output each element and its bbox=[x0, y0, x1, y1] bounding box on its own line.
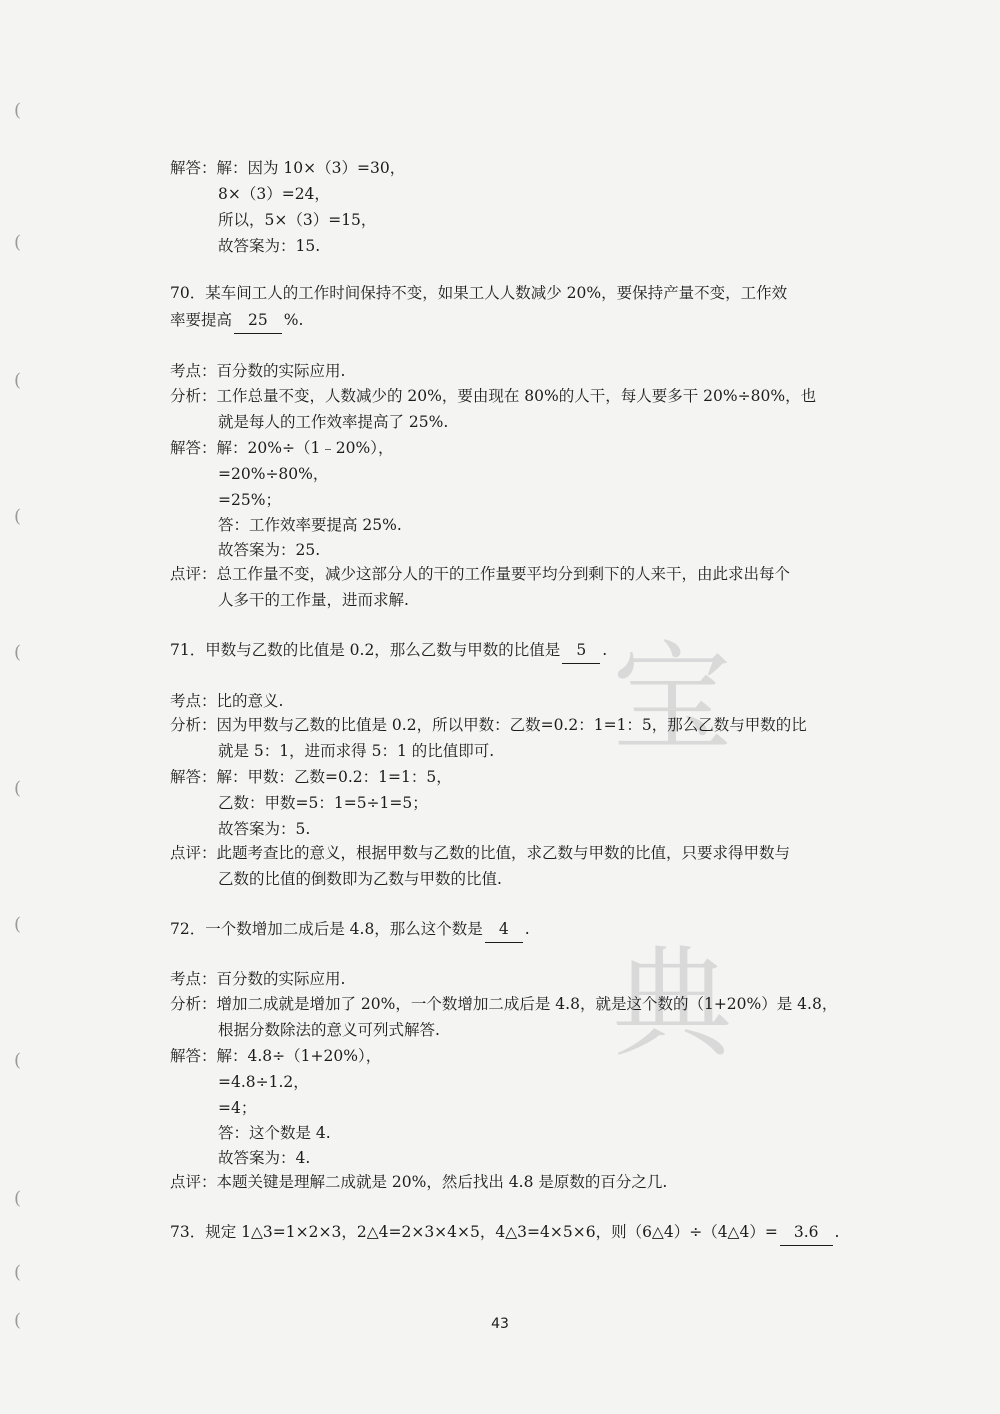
binding-hole: ( bbox=[14, 506, 22, 527]
binding-hole: ( bbox=[14, 1262, 22, 1283]
question-72 bbox=[170, 916, 530, 943]
answer-line: 故答案为：15. bbox=[218, 237, 321, 255]
question-text: . bbox=[834, 1223, 840, 1241]
question-text: 71．甲数与乙数的比值是 0.2，那么乙数与甲数的比值是 bbox=[170, 641, 561, 659]
question-text: . bbox=[524, 920, 530, 938]
question-text: 72．一个数增加二成后是 4.8，那么这个数是 bbox=[170, 920, 483, 938]
jieda: 故答案为：4. bbox=[218, 1149, 311, 1167]
fenxi: 分析：增加二成就是增加了 20%，一个数增加二成后是 4.8，就是这个数的（1+20%）是 4.8， bbox=[170, 995, 838, 1013]
question-text: 率要提高 bbox=[170, 311, 233, 329]
fenxi: 分析：因为甲数与乙数的比值是 0.2，所以甲数：乙数=0.2：1=1：5，那么乙数与甲数的比 bbox=[170, 716, 807, 734]
jieda: 解答：解：甲数：乙数=0.2：1=1：5， bbox=[170, 768, 452, 786]
answer-blank: 4 bbox=[485, 916, 523, 943]
binding-hole: ( bbox=[14, 1188, 22, 1209]
watermark-char: 宝 bbox=[612, 630, 732, 769]
answer-line: 8×（3）=24， bbox=[218, 185, 330, 203]
answer-blank: 25 bbox=[234, 307, 282, 334]
dianping: 点评：此题考查比的意义，根据甲数与乙数的比值，求乙数与甲数的比值，只要求得甲数与 bbox=[170, 844, 791, 862]
binding-holes bbox=[14, 0, 34, 1414]
jieda: 故答案为：25. bbox=[218, 541, 321, 559]
watermark-char: 典 bbox=[612, 935, 732, 1074]
binding-hole: ( bbox=[14, 1310, 22, 1331]
question-71 bbox=[170, 637, 607, 664]
kaodian: 考点：比的意义. bbox=[170, 692, 284, 710]
jieda: =4.8÷1.2， bbox=[218, 1073, 309, 1091]
fenxi: 就是 5：1，进而求得 5：1 的比值即可. bbox=[218, 742, 495, 760]
jieda: 解答：解：4.8÷（1+20%）， bbox=[170, 1047, 382, 1065]
answer-line: 解答：解：因为 10×（3）=30， bbox=[170, 159, 406, 177]
dianping: 人多干的工作量，进而求解. bbox=[218, 591, 409, 609]
jieda: 乙数：甲数=5：1=5÷1=5； bbox=[218, 794, 428, 812]
jieda: =20%÷80%， bbox=[218, 465, 329, 483]
answer-line: 所以，5×（3）=15， bbox=[218, 211, 377, 229]
fenxi: 分析：工作总量不变，人数减少的 20%，要由现在 80%的人干，每人要多干 20%÷80%，也 bbox=[170, 387, 817, 405]
dianping: 点评：本题关键是理解二成就是 20%，然后找出 4.8 是原数的百分之几. bbox=[170, 1173, 668, 1191]
question-text: 73．规定 1△3=1×2×3，2△4=2×3×4×5，4△3=4×5×6，则（6△4）÷（4△4）= bbox=[170, 1223, 778, 1241]
binding-hole: ( bbox=[14, 642, 22, 663]
kaodian: 考点：百分数的实际应用. bbox=[170, 362, 346, 380]
fenxi: 根据分数除法的意义可列式解答. bbox=[218, 1021, 440, 1039]
jieda: 故答案为：5. bbox=[218, 820, 311, 838]
question-70-cont bbox=[170, 307, 303, 334]
dianping: 点评：总工作量不变，减少这部分人的干的工作量要平均分到剩下的人来干，由此求出每个 bbox=[170, 565, 791, 583]
page-number: 43 bbox=[491, 1316, 509, 1332]
jieda: =4； bbox=[218, 1099, 257, 1117]
jieda: 解答：解：20%÷（1﹣20%）， bbox=[170, 439, 394, 457]
jieda: 答：这个数是 4. bbox=[218, 1124, 331, 1142]
answer-blank: 5 bbox=[562, 637, 600, 664]
binding-hole: ( bbox=[14, 100, 22, 121]
binding-hole: ( bbox=[14, 232, 22, 253]
binding-hole: ( bbox=[14, 914, 22, 935]
jieda: =25%； bbox=[218, 491, 281, 509]
jieda: 答：工作效率要提高 25%. bbox=[218, 516, 402, 534]
kaodian: 考点：百分数的实际应用. bbox=[170, 970, 346, 988]
dianping: 乙数的比值的倒数即为乙数与甲数的比值. bbox=[218, 870, 502, 888]
binding-hole: ( bbox=[14, 370, 22, 391]
question-73 bbox=[170, 1219, 839, 1246]
binding-hole: ( bbox=[14, 778, 22, 799]
question-70: 70．某车间工人的工作时间保持不变，如果工人人数减少 20%，要保持产量不变，工作效 bbox=[170, 284, 788, 302]
answer-blank: 3.6 bbox=[780, 1219, 833, 1246]
question-text: %. bbox=[283, 311, 304, 329]
question-text: . bbox=[602, 641, 608, 659]
binding-hole: ( bbox=[14, 1050, 22, 1071]
fenxi: 就是每人的工作效率提高了 25%. bbox=[218, 413, 449, 431]
